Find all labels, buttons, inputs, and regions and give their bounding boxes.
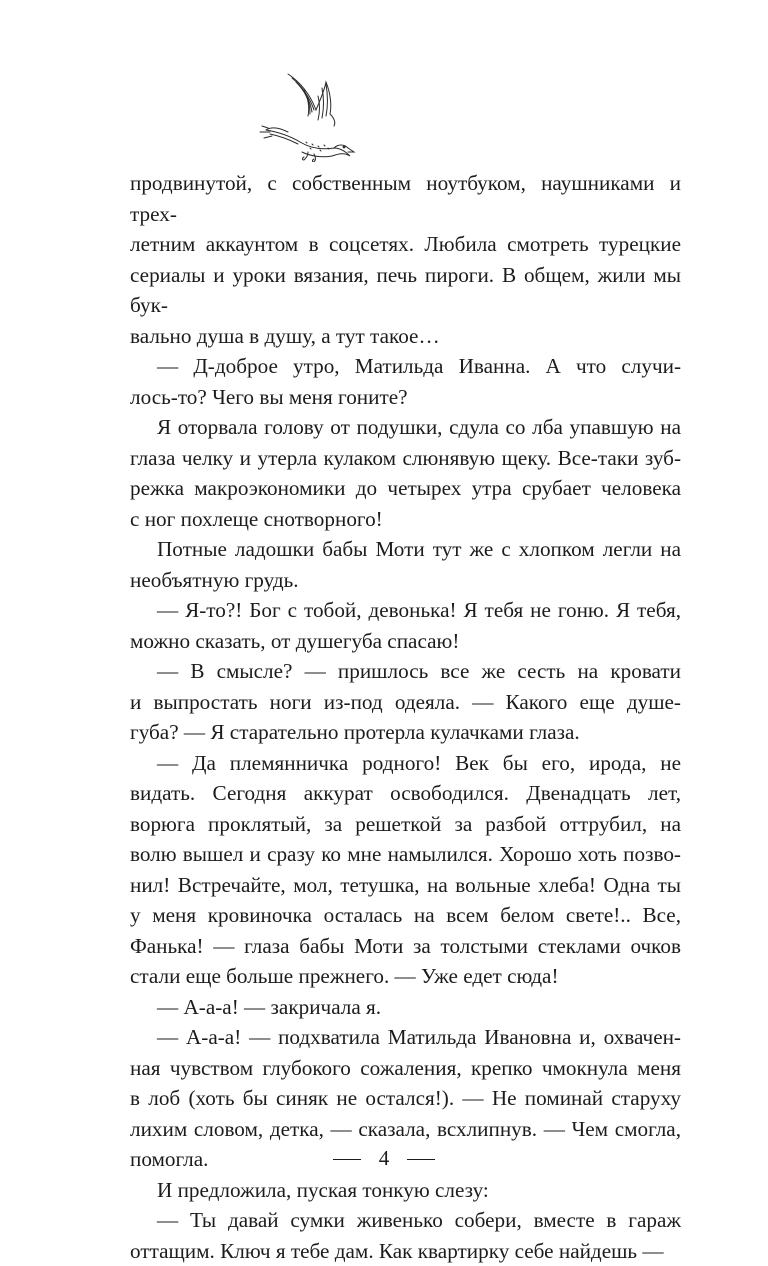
text-line: Я оторвала голову от подушки, сдула со лба упавшую на	[130, 412, 681, 443]
paragraph	[130, 168, 681, 351]
text-line: видать. Сегодня аккурат освободился. Двенадцать лет,	[130, 778, 681, 809]
paragraph	[130, 1175, 681, 1206]
text-line: сериалы и уроки вязания, печь пироги. В общем, жили мы бук-	[130, 260, 681, 321]
text-line: ная чувством глубокого сожаления, крепко чмокнула меня	[130, 1053, 681, 1084]
paragraph	[130, 412, 681, 534]
text-line: — В смысле? — пришлось все же сесть на кровати	[130, 656, 681, 687]
text-line: необъятную грудь.	[130, 565, 681, 596]
text-line: лось-то? Чего вы меня гоните?	[130, 382, 681, 413]
text-line: и выпростать ноги из-под одеяла. — Какого еще душе-	[130, 687, 681, 718]
text-line: можно сказать, от душегуба спасаю!	[130, 626, 681, 657]
body-text	[130, 168, 681, 1266]
paragraph	[130, 656, 681, 748]
text-line: глаза челку и утерла кулаком слюнявую щеку. Все-таки зуб-	[130, 443, 681, 474]
text-line: — А-а-а! — подхватила Матильда Ивановна и, охвачен-	[130, 1022, 681, 1053]
paragraph	[130, 992, 681, 1023]
text-line: Фанька! — глаза бабы Моти за толстыми стеклами очков	[130, 931, 681, 962]
text-line: Потные ладошки бабы Моти тут же с хлопком легли на	[130, 534, 681, 565]
text-line: лихим словом, детка, — сказала, всхлипнув. — Чем смогла,	[130, 1114, 681, 1145]
text-line: продвинутой, с собственным ноутбуком, наушниками и трех-	[130, 168, 681, 229]
text-line: вально душа в душу, а тут такое…	[130, 321, 681, 352]
text-line: с ног похлеще снотворного!	[130, 504, 681, 535]
paragraph	[130, 595, 681, 656]
text-line: оттащим. Ключ я тебе дам. Как квартирку себе найдешь —	[130, 1236, 681, 1266]
text-line: — Да племянничка родного! Век бы его, ирода, не	[130, 748, 681, 779]
text-line: — А-а-а! — закричала я.	[130, 992, 681, 1023]
text-line: волю вышел и сразу ко мне намылился. Хорошо хоть позво-	[130, 839, 681, 870]
paragraph	[130, 1205, 681, 1266]
paragraph	[130, 748, 681, 992]
text-line: — Я-то?! Бог с тобой, девонька! Я тебя не гоню. Я тебя,	[130, 595, 681, 626]
text-line: у меня кровиночка осталась на всем белом свете!.. Все,	[130, 900, 681, 931]
flying-bird-engraving-icon	[248, 52, 358, 162]
text-line: летним аккаунтом в соцсетях. Любила смотреть турецкие	[130, 229, 681, 260]
text-line: помогла.	[130, 1144, 681, 1175]
page-number-dash-right	[407, 1159, 435, 1160]
paragraph	[130, 534, 681, 595]
paragraph	[130, 351, 681, 412]
text-line: — Ты давай сумки живенько собери, вместе в гараж	[130, 1205, 681, 1236]
page-number: 4	[379, 1146, 390, 1170]
text-line: в лоб (хоть бы синяк не остался!). — Не поминай старуху	[130, 1083, 681, 1114]
text-line: ворюга проклятый, за решеткой за разбой оттрубил, на	[130, 809, 681, 840]
text-line: И предложила, пуская тонкую слезу:	[130, 1175, 681, 1206]
page-number-dash-left	[333, 1159, 361, 1160]
page-number-footer	[0, 1146, 768, 1171]
text-line: нил! Встречайте, мол, тетушка, на вольные хлеба! Одна ты	[130, 870, 681, 901]
text-line: стали еще больше прежнего. — Уже едет сюда!	[130, 961, 681, 992]
text-line: режка макроэкономики до четырех утра срубает человека	[130, 473, 681, 504]
text-line: губа? — Я старательно протерла кулачками глаза.	[130, 717, 681, 748]
text-line: — Д-доброе утро, Матильда Иванна. А что случи-	[130, 351, 681, 382]
